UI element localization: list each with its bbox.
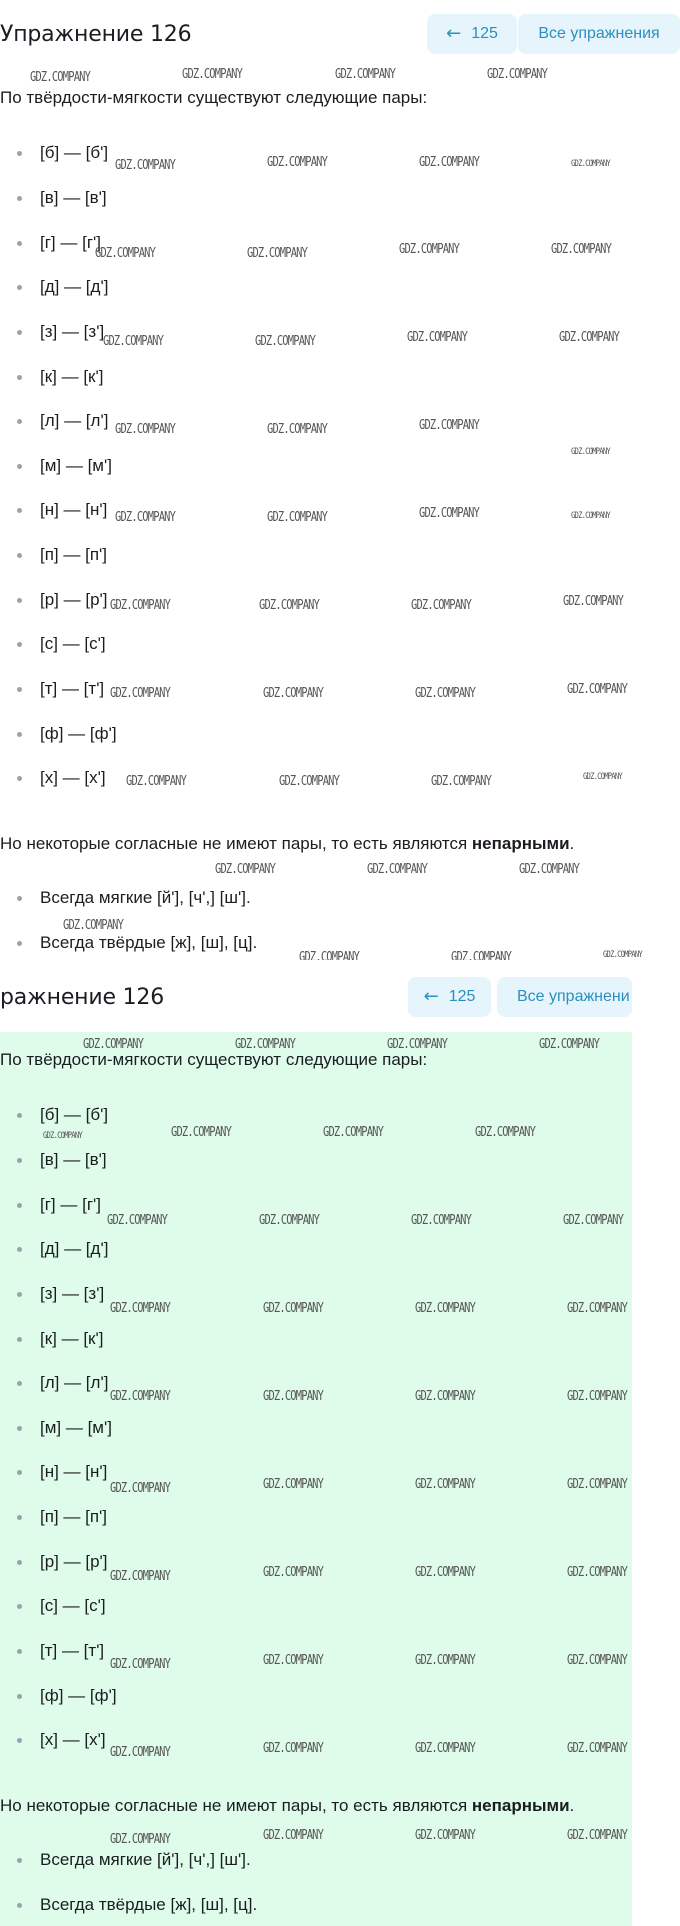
- pair-text: [д] — [д']: [40, 1239, 109, 1258]
- list-item: [0, 1641, 104, 1661]
- arrow-left-icon: ←: [423, 986, 439, 1007]
- watermark: GDZ.COMPANY: [451, 950, 512, 960]
- list-item: [0, 1730, 106, 1750]
- watermark: GDZ.COMPANY: [603, 950, 642, 960]
- watermark: GDZ.COMPANY: [110, 686, 171, 701]
- list-item: [0, 500, 107, 520]
- prev-exercise-button[interactable]: [427, 14, 517, 54]
- watermark: GDZ.COMPANY: [571, 159, 610, 169]
- watermark: GDZ.COMPANY: [551, 242, 612, 257]
- watermark: GDZ.COMPANY: [567, 1653, 628, 1668]
- watermark: GDZ.COMPANY: [126, 774, 187, 789]
- watermark: GDZ.COMPANY: [415, 1565, 476, 1580]
- pair-text: [т] — [т']: [40, 1641, 105, 1660]
- watermark: GDZ.COMPANY: [567, 1565, 628, 1580]
- unpaired-text: Но некоторые согласные не имеют пары, то есть являются: [0, 834, 472, 853]
- watermark: GDZ.COMPANY: [43, 1131, 82, 1141]
- prev-exercise-label: 125: [448, 988, 476, 1005]
- watermark: GDZ.COMPANY: [567, 1741, 628, 1756]
- unpaired-period: .: [569, 1796, 575, 1815]
- all-exercises-button[interactable]: [518, 14, 680, 54]
- watermark: GDZ.COMPANY: [259, 1213, 320, 1228]
- watermark: GDZ.COMPANY: [431, 774, 492, 789]
- unpaired-note: [0, 1796, 574, 1816]
- intro-text: По твёрдости-мягкости существуют следующие пары:: [0, 1050, 428, 1069]
- prev-exercise-label: 125: [471, 25, 498, 42]
- bullet-icon: [17, 375, 22, 380]
- watermark: GDZ.COMPANY: [259, 598, 320, 613]
- list-item: [0, 724, 117, 744]
- list-item: [0, 1284, 104, 1304]
- bullet-icon: [17, 196, 22, 201]
- watermark: GDZ.COMPANY: [110, 1745, 171, 1760]
- list-item: [0, 1150, 107, 1170]
- watermark: GDZ.COMPANY: [30, 70, 91, 85]
- list-item: [0, 233, 101, 253]
- bullet-icon: [17, 1858, 22, 1863]
- pair-text: [б] — [б']: [40, 143, 109, 162]
- bullet-icon: [17, 508, 22, 513]
- exercise-section-original: [0, 0, 680, 960]
- watermark: GDZ.COMPANY: [539, 1037, 600, 1052]
- bullet-icon: [17, 1604, 22, 1609]
- watermark: GDZ.COMPANY: [567, 682, 628, 697]
- unpaired-bold: непарными: [471, 834, 570, 853]
- pair-text: [н] — [н']: [40, 1462, 108, 1481]
- watermark: GDZ.COMPANY: [110, 1832, 171, 1847]
- bullet-icon: [17, 776, 22, 781]
- soft-consonants: Всегда мягкие [й'], [ч',] [ш'].: [40, 1850, 251, 1869]
- pair-text: [с] — [с']: [40, 1596, 106, 1615]
- pair-text: [ф] — [ф']: [40, 724, 117, 743]
- hard-consonants: Всегда твёрдые [ж], [ш], [ц].: [40, 1895, 258, 1914]
- list-item: [0, 1195, 101, 1215]
- pair-text: [м] — [м']: [40, 456, 112, 475]
- bullet-icon: [17, 642, 22, 647]
- list-item: [0, 1507, 107, 1527]
- watermark: GDZ.COMPANY: [263, 1653, 324, 1668]
- bullet-icon: [17, 1113, 22, 1118]
- prev-exercise-button[interactable]: [408, 977, 491, 1017]
- watermark: GDZ.COMPANY: [171, 1125, 232, 1140]
- list-item: [0, 143, 108, 163]
- pair-text: [м] — [м']: [40, 1418, 112, 1437]
- watermark: GDZ.COMPANY: [419, 506, 480, 521]
- watermark: GDZ.COMPANY: [519, 862, 580, 877]
- watermark: GDZ.COMPANY: [475, 1125, 536, 1140]
- watermark: GDZ.COMPANY: [415, 686, 476, 701]
- pair-text: [л] — [л']: [40, 1373, 109, 1392]
- pair-text: [з] — [з']: [40, 1284, 105, 1303]
- watermark: GDZ.COMPANY: [110, 1301, 171, 1316]
- list-item: [0, 590, 108, 610]
- list-item: [0, 679, 104, 699]
- watermark: GDZ.COMPANY: [263, 1828, 324, 1843]
- list-item: [0, 456, 112, 476]
- watermark: GDZ.COMPANY: [559, 330, 620, 345]
- watermark: GDZ.COMPANY: [263, 1389, 324, 1404]
- list-item: [0, 411, 108, 431]
- pair-text: [д] — [д']: [40, 277, 109, 296]
- watermark: GDZ.COMPANY: [567, 1477, 628, 1492]
- bullet-icon: [17, 285, 22, 290]
- watermark: GDZ.COMPANY: [267, 510, 328, 525]
- watermark: GDZ.COMPANY: [263, 1565, 324, 1580]
- watermark: GDZ.COMPANY: [263, 1301, 324, 1316]
- watermark: GDZ.COMPANY: [279, 774, 340, 789]
- bullet-icon: [17, 687, 22, 692]
- list-item: [0, 545, 107, 565]
- watermark: GDZ.COMPANY: [415, 1741, 476, 1756]
- list-item: [0, 1373, 108, 1393]
- bullet-icon: [17, 1649, 22, 1654]
- watermark: GDZ.COMPANY: [299, 950, 360, 960]
- list-item: [0, 322, 104, 342]
- pair-text: [н] — [н']: [40, 500, 108, 519]
- list-item: [0, 888, 251, 908]
- pair-text: [в] — [в']: [40, 188, 107, 207]
- watermark: GDZ.COMPANY: [115, 158, 176, 173]
- watermark: GDZ.COMPANY: [567, 1301, 628, 1316]
- watermark: GDZ.COMPANY: [563, 594, 624, 609]
- unpaired-period: .: [569, 834, 575, 853]
- watermark: GDZ.COMPANY: [110, 1481, 171, 1496]
- pair-text: [з] — [з']: [40, 322, 105, 341]
- watermark: GDZ.COMPANY: [255, 334, 316, 349]
- list-item: [0, 277, 108, 297]
- watermark: GDZ.COMPANY: [411, 1213, 472, 1228]
- pair-text: [р] — [р']: [40, 1552, 108, 1571]
- unpaired-note: [0, 834, 574, 854]
- list-item: [0, 1418, 112, 1438]
- pair-text: [к] — [к']: [40, 1329, 104, 1348]
- list-item: [0, 1462, 107, 1482]
- bullet-icon: [17, 598, 22, 603]
- bullet-icon: [17, 1158, 22, 1163]
- unpaired-bold: непарными: [471, 1796, 570, 1815]
- bullet-icon: [17, 1247, 22, 1252]
- pair-text: [г] — [г']: [40, 233, 101, 252]
- bullet-icon: [17, 1738, 22, 1743]
- watermark: GDZ.COMPANY: [583, 772, 622, 782]
- watermark: GDZ.COMPANY: [419, 155, 480, 170]
- all-exercises-label: Все упражнени: [517, 988, 630, 1005]
- arrow-left-icon: ←: [446, 23, 462, 44]
- list-item: [0, 1596, 106, 1616]
- watermark: GDZ.COMPANY: [415, 1477, 476, 1492]
- list-item: [0, 768, 106, 788]
- pair-text: [к] — [к']: [40, 367, 104, 386]
- bullet-icon: [17, 1292, 22, 1297]
- bullet-icon: [17, 1470, 22, 1475]
- pair-text: [х] — [х']: [40, 1730, 106, 1749]
- page-title-cropped: ражнение 126: [0, 985, 164, 1010]
- list-item: [0, 1329, 103, 1349]
- bullet-icon: [17, 151, 22, 156]
- list-item: [0, 1850, 251, 1870]
- watermark: GDZ.COMPANY: [267, 422, 328, 437]
- list-item: [0, 1552, 108, 1572]
- watermark: GDZ.COMPANY: [323, 1125, 384, 1140]
- watermark: GDZ.COMPANY: [103, 334, 164, 349]
- list-item: [0, 634, 106, 654]
- watermark: GDZ.COMPANY: [263, 1477, 324, 1492]
- watermark: GDZ.COMPANY: [335, 67, 396, 82]
- watermark: GDZ.COMPANY: [235, 1037, 296, 1052]
- pair-text: [р] — [р']: [40, 590, 108, 609]
- bullet-icon: [17, 330, 22, 335]
- pair-text: [л] — [л']: [40, 411, 109, 430]
- bullet-icon: [17, 1560, 22, 1565]
- watermark: GDZ.COMPANY: [263, 1741, 324, 1756]
- watermark: GDZ.COMPANY: [411, 598, 472, 613]
- bullet-icon: [17, 732, 22, 737]
- watermark: GDZ.COMPANY: [407, 330, 468, 345]
- list-item: [0, 188, 107, 208]
- watermark: GDZ.COMPANY: [115, 510, 176, 525]
- soft-consonants: Всегда мягкие [й'], [ч',] [ш'].: [40, 888, 251, 907]
- watermark: GDZ.COMPANY: [107, 1213, 168, 1228]
- exercise-section-highlighted: [0, 962, 680, 1926]
- pair-text: [б] — [б']: [40, 1105, 109, 1124]
- bullet-icon: [17, 1426, 22, 1431]
- bullet-icon: [17, 419, 22, 424]
- all-exercises-label: Все упражнения: [538, 25, 660, 42]
- bullet-icon: [17, 1337, 22, 1342]
- list-item: [0, 1895, 257, 1915]
- bullet-icon: [17, 941, 22, 946]
- watermark: GDZ.COMPANY: [267, 155, 328, 170]
- watermark: GDZ.COMPANY: [387, 1037, 448, 1052]
- pair-text: [п] — [п']: [40, 545, 107, 564]
- all-exercises-button[interactable]: [497, 977, 632, 1017]
- bullet-icon: [17, 1903, 22, 1908]
- unpaired-text: Но некоторые согласные не имеют пары, то есть являются: [0, 1796, 472, 1815]
- watermark: GDZ.COMPANY: [419, 418, 480, 433]
- watermark: GDZ.COMPANY: [571, 511, 610, 521]
- bullet-icon: [17, 464, 22, 469]
- watermark: GDZ.COMPANY: [399, 242, 460, 257]
- bullet-icon: [17, 1203, 22, 1208]
- watermark: GDZ.COMPANY: [83, 1037, 144, 1052]
- pair-text: [х] — [х']: [40, 768, 106, 787]
- watermark: GDZ.COMPANY: [95, 246, 156, 261]
- watermark: GDZ.COMPANY: [367, 862, 428, 877]
- pair-text: [т] — [т']: [40, 679, 105, 698]
- pair-text: [с] — [с']: [40, 634, 106, 653]
- watermark: GDZ.COMPANY: [567, 1389, 628, 1404]
- pair-text: [г] — [г']: [40, 1195, 101, 1214]
- watermark: GDZ.COMPANY: [571, 447, 610, 457]
- watermark: GDZ.COMPANY: [110, 1569, 171, 1584]
- page-title: Упражнение 126: [0, 22, 192, 47]
- intro-text: По твёрдости-мягкости существуют следующие пары:: [0, 88, 428, 107]
- watermark: GDZ.COMPANY: [63, 918, 124, 933]
- watermark: GDZ.COMPANY: [110, 598, 171, 613]
- watermark: GDZ.COMPANY: [110, 1389, 171, 1404]
- watermark: GDZ.COMPANY: [415, 1653, 476, 1668]
- bullet-icon: [17, 1694, 22, 1699]
- bullet-icon: [17, 553, 22, 558]
- list-item: [0, 1686, 117, 1706]
- bullet-icon: [17, 896, 22, 901]
- watermark: GDZ.COMPANY: [110, 1657, 171, 1672]
- pair-text: [в] — [в']: [40, 1150, 107, 1169]
- list-item: [0, 367, 103, 387]
- watermark: GDZ.COMPANY: [115, 422, 176, 437]
- list-item: [0, 933, 257, 953]
- list-item: [0, 1239, 108, 1259]
- watermark: GDZ.COMPANY: [415, 1301, 476, 1316]
- watermark: GDZ.COMPANY: [263, 686, 324, 701]
- bullet-icon: [17, 1515, 22, 1520]
- hard-consonants: Всегда твёрдые [ж], [ш], [ц].: [40, 933, 258, 952]
- watermark: GDZ.COMPANY: [415, 1828, 476, 1843]
- watermark: GDZ.COMPANY: [415, 1389, 476, 1404]
- watermark: GDZ.COMPANY: [487, 67, 548, 82]
- watermark: GDZ.COMPANY: [182, 67, 243, 82]
- watermark: GDZ.COMPANY: [563, 1213, 624, 1228]
- pair-text: [ф] — [ф']: [40, 1686, 117, 1705]
- watermark: GDZ.COMPANY: [567, 1828, 628, 1843]
- pair-text: [п] — [п']: [40, 1507, 107, 1526]
- bullet-icon: [17, 1381, 22, 1386]
- bullet-icon: [17, 241, 22, 246]
- watermark: GDZ.COMPANY: [215, 862, 276, 877]
- list-item: [0, 1105, 108, 1125]
- watermark: GDZ.COMPANY: [247, 246, 308, 261]
